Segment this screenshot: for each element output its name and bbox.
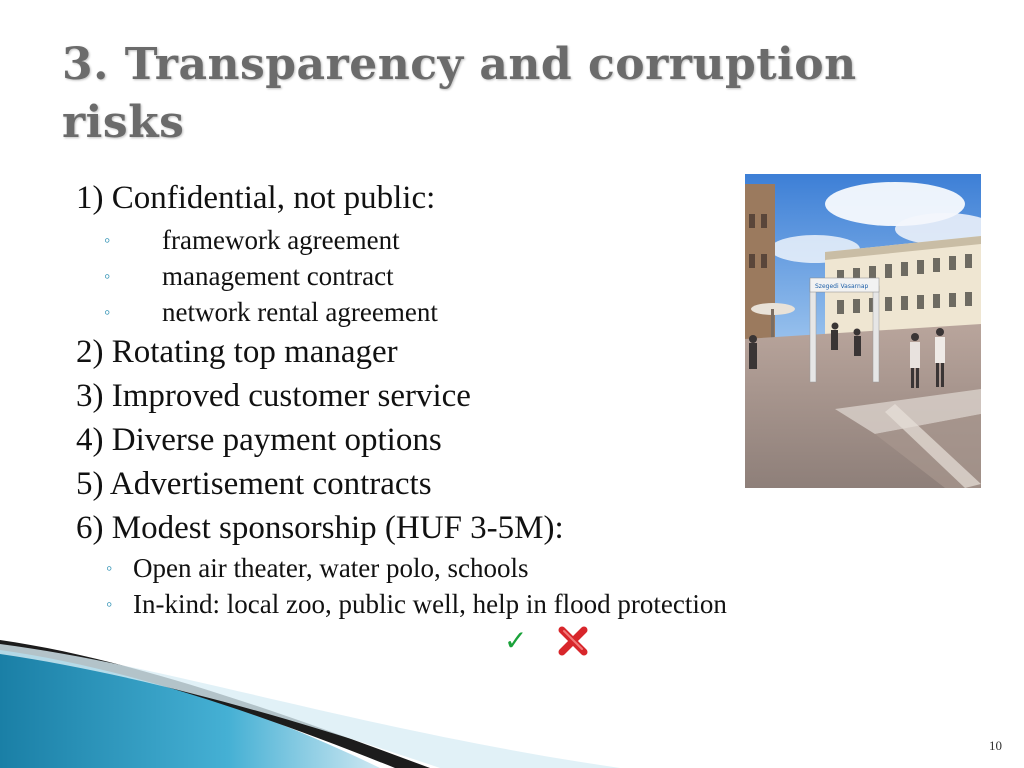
gate-sign-text: Szegedi Vasarnap <box>815 283 869 290</box>
town-square-illustration <box>745 174 981 488</box>
town-square-photo <box>745 174 981 488</box>
list-item-2: 2) Rotating top manager <box>76 334 398 370</box>
sub-item-in-kind <box>76 586 896 622</box>
page-number: 10 <box>989 738 1002 753</box>
list-item-1: 1) Confidential, not public: <box>76 180 436 216</box>
bullet-icon: ◦ <box>104 230 111 250</box>
list-item-6: 6) Modest sponsorship (HUF 3-5M): <box>76 510 564 546</box>
corner-wave-decoration <box>0 640 620 768</box>
slide-title: 3. Transparency and corruption risks <box>62 39 857 148</box>
check-mark-icon: ✓ <box>504 624 528 657</box>
sub-item-label: network rental agreement <box>162 297 438 327</box>
list-item-5: 5) Advertisement contracts <box>76 466 432 502</box>
list-item-4: 4) Diverse payment options <box>76 422 442 458</box>
sub-item-label: In-kind: local zoo, public well, help in flood protection <box>133 589 727 619</box>
bullet-icon: ◦ <box>106 558 113 578</box>
sub-item-theater <box>76 550 896 586</box>
sub-item-label: Open air theater, water polo, schools <box>133 553 529 583</box>
sub-item-label: management contract <box>162 261 394 291</box>
sub-item-label: framework agreement <box>162 225 400 255</box>
bullet-icon: ◦ <box>106 594 113 614</box>
bullet-icon: ◦ <box>104 302 111 322</box>
bullet-icon: ◦ <box>104 266 111 286</box>
list-item-3: 3) Improved customer service <box>76 378 471 414</box>
